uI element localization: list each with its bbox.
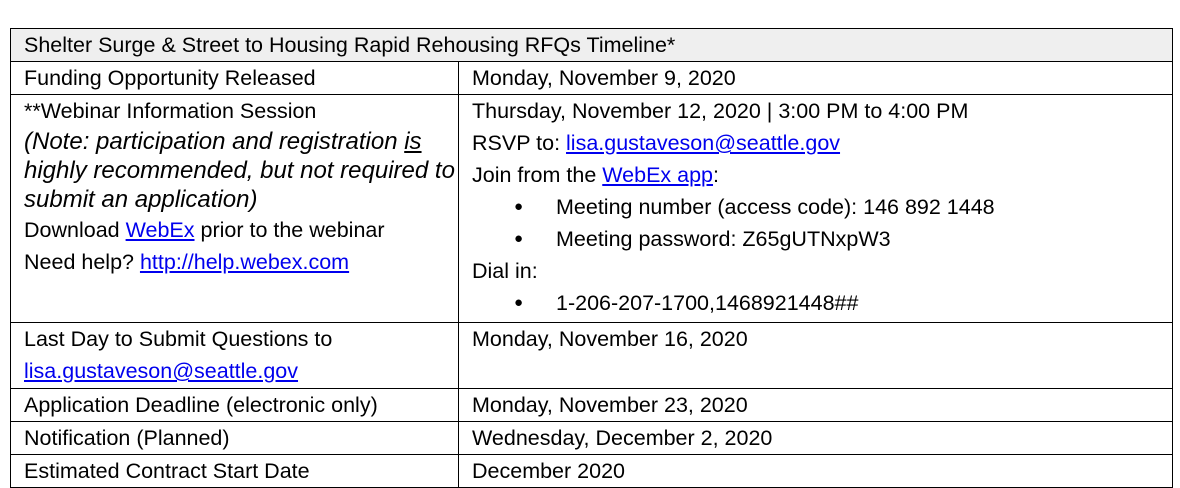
list-item: ● Meeting password: Z65gUTNxpW3 xyxy=(472,223,1172,255)
download-text: prior to the webinar xyxy=(194,218,385,242)
note-text: highly recommended, but not required to submit an application) xyxy=(24,157,455,213)
table-row xyxy=(11,323,1173,389)
row-value: Monday, November 9, 2020 xyxy=(459,62,1173,95)
timeline-table xyxy=(10,28,1173,488)
questions-email-link[interactable]: lisa.gustaveson@seattle.gov xyxy=(24,359,299,383)
dial-in-list xyxy=(472,287,1172,319)
join-line xyxy=(472,159,1172,191)
row-label: Funding Opportunity Released xyxy=(11,62,459,95)
meeting-details-list xyxy=(472,191,1172,255)
row-label: Notification (Planned) xyxy=(11,422,459,455)
table-row xyxy=(11,62,1173,95)
table-row xyxy=(11,422,1173,455)
questions-label-cell xyxy=(11,323,459,389)
webex-app-link[interactable]: WebEx app xyxy=(602,163,714,187)
note-text: (Note: participation and registration xyxy=(24,128,405,155)
webex-help-link[interactable]: http://help.webex.com xyxy=(139,250,350,274)
row-value: Monday, November 23, 2020 xyxy=(459,389,1173,422)
webex-download-link[interactable]: WebEx xyxy=(125,218,195,242)
rsvp-line xyxy=(472,127,1172,159)
dial-in-label: Dial in: xyxy=(472,259,538,283)
list-item: ● 1-206-207-1700,1468921448## xyxy=(472,287,1172,319)
table-row-webinar xyxy=(11,95,1173,323)
join-text: : xyxy=(713,163,719,187)
row-value: December 2020 xyxy=(459,455,1173,488)
help-text: Need help? xyxy=(24,250,140,274)
table-row xyxy=(11,389,1173,422)
row-value: Monday, November 16, 2020 xyxy=(459,323,1173,389)
rsvp-email-link[interactable]: lisa.gustaveson@seattle.gov xyxy=(566,131,841,155)
row-label: **Webinar Information Session xyxy=(24,99,317,123)
help-line xyxy=(24,246,458,278)
row-label: Application Deadline (electronic only) xyxy=(11,389,459,422)
row-label: Estimated Contract Start Date xyxy=(11,455,459,488)
webinar-value-cell xyxy=(459,95,1173,323)
row-value: Wednesday, December 2, 2020 xyxy=(459,422,1173,455)
note-emphasis: is xyxy=(404,128,422,155)
row-label: Last Day to Submit Questions to xyxy=(24,327,333,351)
webinar-note xyxy=(24,127,458,214)
webinar-datetime: Thursday, November 12, 2020 | 3:00 PM to 4:00 PM xyxy=(472,99,969,123)
join-text: Join from the xyxy=(472,163,603,187)
table-title: Shelter Surge & Street to Housing Rapid Rehousing RFQs Timeline* xyxy=(11,29,1173,62)
download-text: Download xyxy=(24,218,126,242)
webinar-label-cell xyxy=(11,95,459,323)
table-row xyxy=(11,455,1173,488)
list-item: ● Meeting number (access code): 146 892 1448 xyxy=(472,191,1172,223)
download-line xyxy=(24,214,458,246)
rsvp-text: RSVP to: xyxy=(472,131,567,155)
